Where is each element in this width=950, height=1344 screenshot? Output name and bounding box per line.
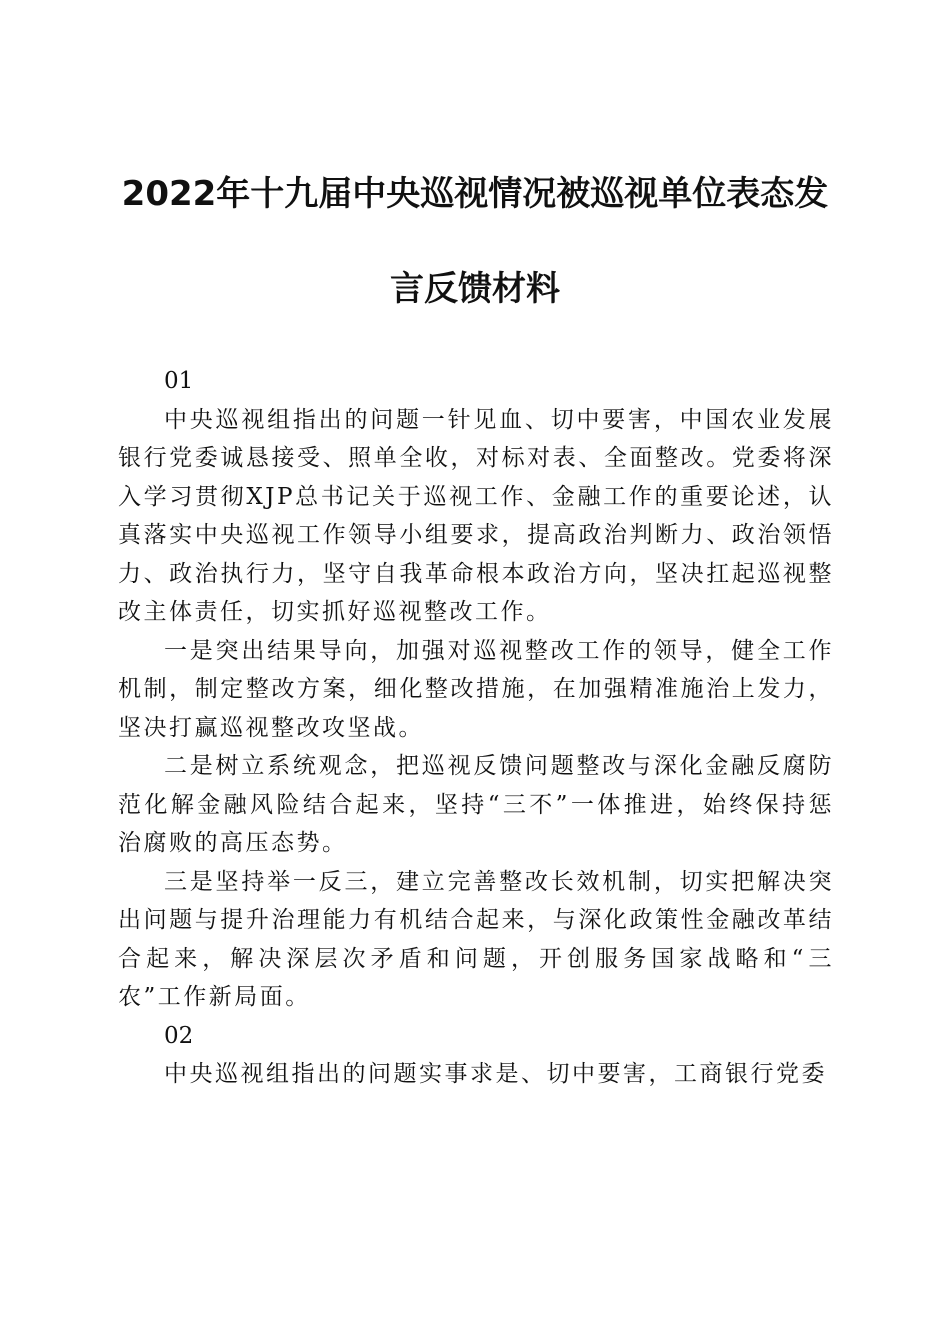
section-number: 01 xyxy=(164,368,194,394)
document-title-line-2: 言反馈材料 xyxy=(390,269,560,309)
paragraph: 中央巡视组指出的问题一针见血、切中要害，中国农业发展银行党委诚恳接受、照单全收，对标对表、全面整改。党委将深入学习贯彻XJP总书记关于巡视工作、金融工作的重要论述，认真落实中央巡视工作领导小组要求，提高政治判断力、政治领悟力、政治执行力，坚守自我革命根本政治方向，坚决扛起巡视整改主体责任，切实抓好巡视整改工作。 xyxy=(118,406,834,625)
document-title-line-1: 2022年十九届中央巡视情况被巡视单位表态发 xyxy=(121,174,829,214)
paragraph: 三是坚持举一反三，建立完善整改长效机制，切实把解决突出问题与提升治理能力有机结合起来，与深化政策性金融改革结合起来，解决深层次矛盾和问题，开创服务国家战略和“三农”工作新局面。 xyxy=(118,868,834,1010)
paragraph: 二是树立系统观念，把巡视反馈问题整改与深化金融反腐防范化解金融风险结合起来，坚持“三不”一体推进，始终保持惩治腐败的高压态势。 xyxy=(118,753,834,856)
paragraph: 中央巡视组指出的问题实事求是、切中要害，工商银行党委 xyxy=(164,1061,827,1087)
section-number: 02 xyxy=(164,1022,194,1049)
paragraph: 一是突出结果导向，加强对巡视整改工作的领导，健全工作机制，制定整改方案，细化整改措施，在加强精准施治上发力，坚决打赢巡视整改攻坚战。 xyxy=(118,637,834,741)
document-body xyxy=(118,362,834,1094)
